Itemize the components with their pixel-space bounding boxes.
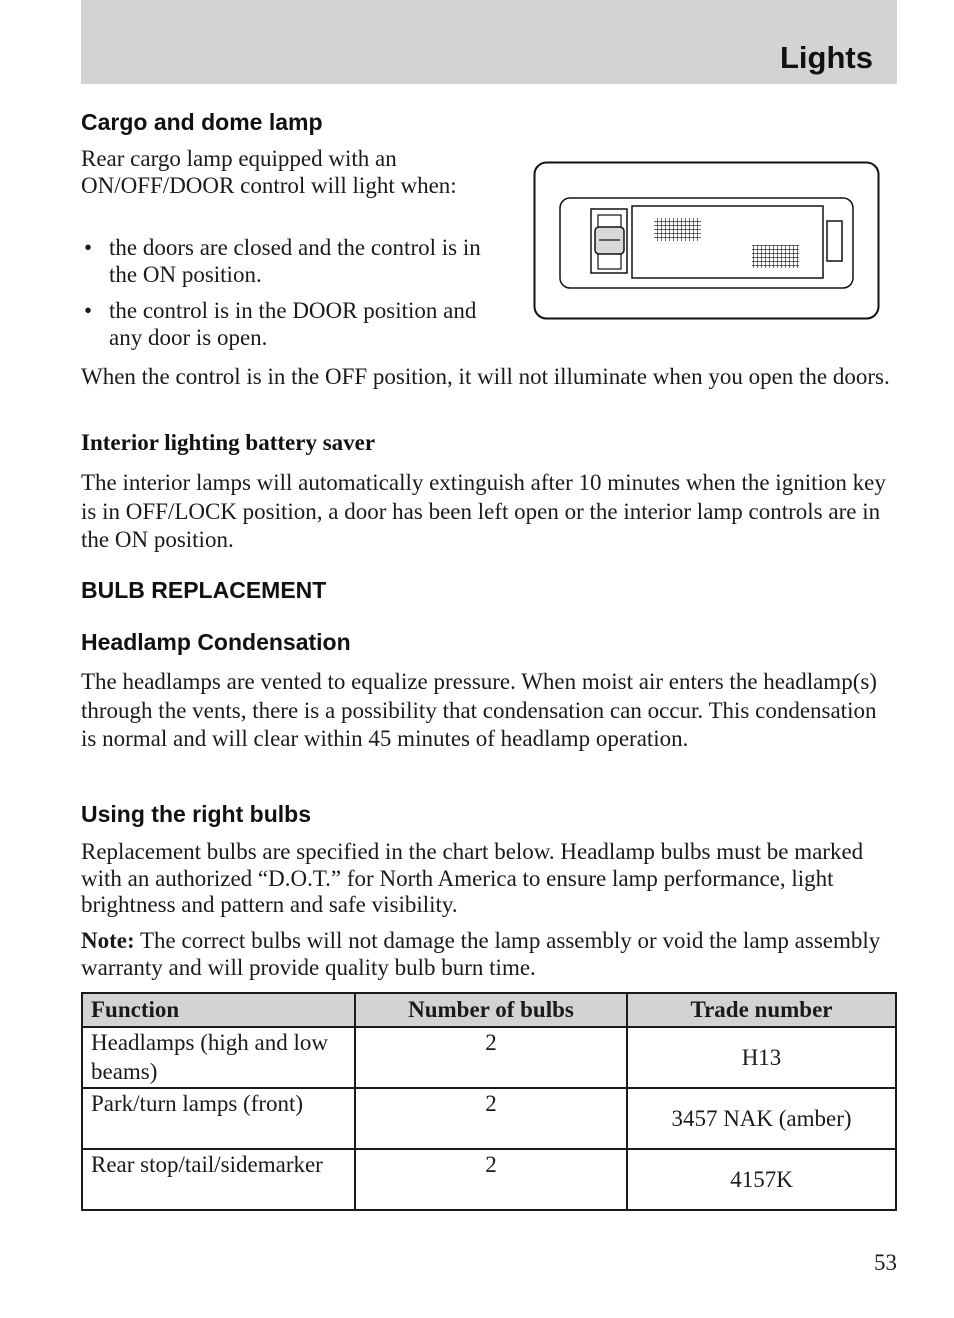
table-cell-number: 2 [355,1027,627,1088]
table-row [82,1149,896,1210]
page-number: 53 [874,1250,897,1275]
header-band [81,0,897,84]
cargo-lamp-heading: Cargo and dome lamp [81,109,323,135]
table-cell-trade: 4157K [627,1149,896,1210]
note-text: The correct bulbs will not damage the lamp assembly or void the lamp assembly warranty and will provide quality bulb burn time. [81,928,881,980]
list-item [81,235,481,288]
table-header-number: Number of bulbs [355,993,627,1027]
table-cell-trade: H13 [627,1027,896,1088]
table-cell-function: Headlamps (high and low beams) [82,1027,355,1088]
page-section-title: Lights [780,40,873,75]
list-item-text: the control is in the DOOR position and any door is open. [109,298,477,350]
headlamp-condensation-text: The headlamps are vented to equalize pressure. When moist air enters the headlamp(s) through the vents, there is a possibility that condensation can occur. This condensation is normal and will clear within 45 minutes of headlamp operation. [81,669,877,751]
bulb-replacement-heading: BULB REPLACEMENT [81,577,327,603]
battery-saver-heading: Interior lighting battery saver [81,430,376,455]
table-cell-function: Rear stop/tail/sidemarker [82,1149,355,1210]
headlamp-condensation-heading: Headlamp Condensation [81,629,351,655]
table-cell-number: 2 [355,1149,627,1210]
table-header-function: Function [82,993,355,1027]
list-item-text: the doors are closed and the control is in the ON position. [109,235,481,287]
bulb-table [81,992,897,1211]
table-cell-trade: 3457 NAK (amber) [627,1088,896,1149]
table-header-trade: Trade number [627,993,896,1027]
table-cell-number: 2 [355,1088,627,1149]
note-paragraph [81,928,897,981]
table-header-row [82,993,896,1027]
cargo-conditions-list [81,235,481,361]
table-cell-function: Park/turn lamps (front) [82,1088,355,1149]
note-label: Note: [81,928,135,953]
table-row [82,1088,896,1149]
right-bulbs-text: Replacement bulbs are specified in the chart below. Headlamp bulbs must be marked with an authorized “D.O.T.” for North America to ensure lamp performance, light brightness and pattern and safe visibility. [81,839,864,917]
battery-saver-text: The interior lamps will automatically extinguish after 10 minutes when the ignition key is in OFF/LOCK position, a door has been left open or the interior lamp controls are in the ON position. [81,470,886,552]
bullet-icon: • [84,235,93,260]
table-row [82,1027,896,1088]
list-item [81,298,481,351]
cargo-off-note: When the control is in the OFF position, it will not illuminate when you open the doors. [81,364,890,389]
cargo-lamp-illustration [533,161,880,320]
right-bulbs-heading: Using the right bulbs [81,801,311,827]
bullet-icon: • [84,298,93,323]
cargo-intro-text: Rear cargo lamp equipped with an ON/OFF/DOOR control will light when: [81,146,457,198]
